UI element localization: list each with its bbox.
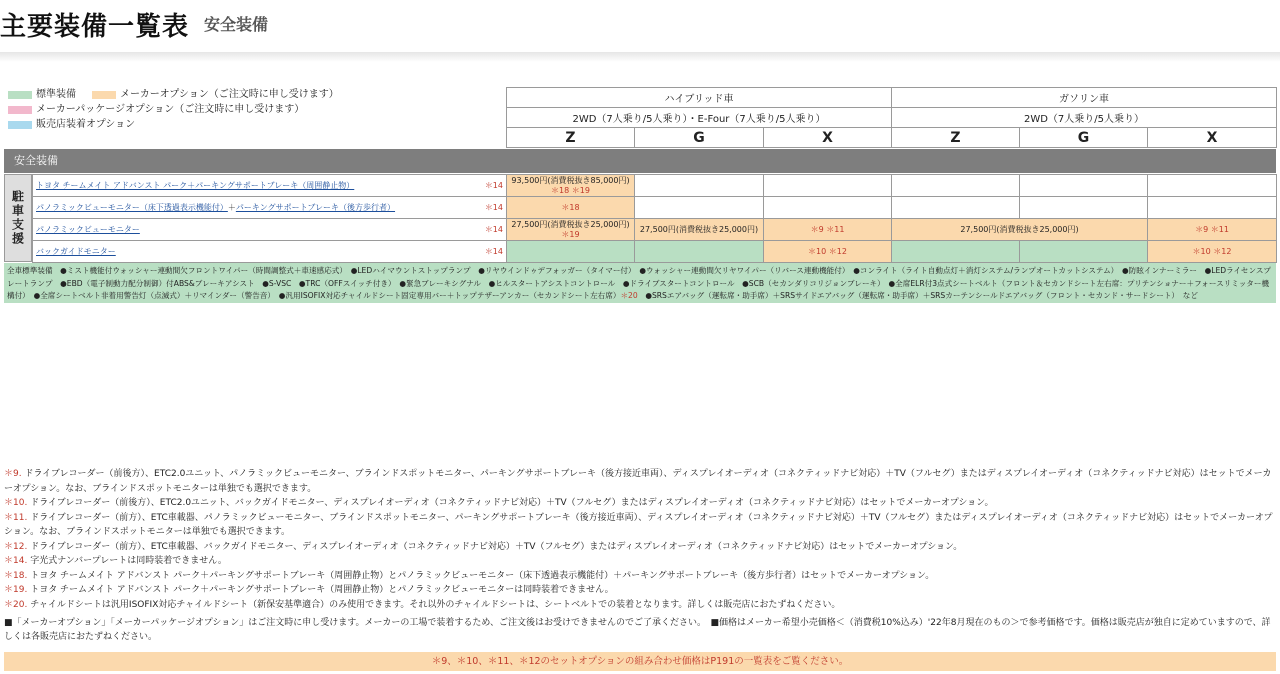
item-cell bbox=[33, 175, 507, 197]
item-cell: パノラミックビューモニター（床下透過表示機能付）＋パーキングサポートブレーキ（後方歩行者） ＊14 bbox=[33, 197, 507, 219]
option-notes: ＊18 ＊19 bbox=[551, 185, 590, 195]
item-cell bbox=[33, 241, 507, 263]
footnote bbox=[4, 554, 1278, 569]
footnote-mark: ＊18. bbox=[4, 570, 28, 581]
grade-gasoline-x: X bbox=[1148, 128, 1277, 148]
footnote-mark: ＊9. bbox=[4, 469, 22, 479]
footnote bbox=[4, 511, 1278, 540]
option-cell: ＊18 bbox=[507, 197, 635, 219]
color-legend bbox=[8, 87, 339, 132]
footnote-text: ドライブレコーダー（前後方）、ETC2.0ユニット、バックガイドモニター、ディスプレイオーディオ（コネクティッドナビ対応）＋TV（フルセグ）またはディスプレイオーディオ（コネクティッドナビ対応）はセットでメーカーオプション。 bbox=[27, 498, 994, 508]
option-notes: ＊19 bbox=[561, 229, 580, 239]
price-disclaimer: ■「メーカーオプション」「メーカーパッケージオプション」はご注文時に申し受けます。メーカーの工場で装着するため、ご注文後はお受けできませんのでご了承ください。 ■価格はメーカー希望小売価格＜（消費税10%込み）'22年8月現在のもの＞で参考価格です。価格は販売店が独自に定めていますので、詳しくは各販売店におたずねください。 bbox=[4, 618, 1271, 642]
footnote-mark: ＊14. bbox=[4, 556, 28, 566]
item-cell bbox=[33, 219, 507, 241]
option-cell bbox=[507, 175, 635, 197]
option-cell: ＊10 ＊12 bbox=[764, 241, 892, 263]
footnote-text: 字光式ナンバープレートは同時装着できません。 bbox=[27, 556, 227, 566]
table-row bbox=[33, 175, 1277, 197]
footnote bbox=[4, 540, 1278, 555]
footnote-text: トヨタ チームメイト アドバンスト パーク＋パーキングサポートブレーキ（周囲静止物）とパノラミックビューモニターは同時装着できません。 bbox=[27, 585, 614, 595]
item-link-panoramic-monitor[interactable]: パノラミックビューモニター bbox=[36, 224, 140, 234]
footnote-text: ドライブレコーダー（前方）、ETC車載器、パノラミックビューモニター、ブラインドスポットモニター、パーキングサポートブレーキ（後方接近車両）、ディスプレイオーディオ（コネクティッドナビ対応）＋TV（フルセグ）またはディスプレイオーディオ（コネクティッドナビ対応）はセットでメーカーオプション。なお、ブラインドスポットモニターは単独でも選択できます。 bbox=[4, 512, 1273, 537]
parking-support-label: 駐車支援 bbox=[4, 174, 32, 262]
hybrid-header: ハイブリッド車 bbox=[507, 88, 892, 108]
gasoline-drive-header: 2WD（7人乗り/5人乗り） bbox=[892, 108, 1277, 128]
item-link-parking-brake-pedestrian[interactable]: パーキングサポートブレーキ（後方歩行者） bbox=[235, 202, 396, 212]
footnote bbox=[4, 583, 1278, 598]
empty-cell bbox=[635, 175, 764, 197]
empty-cell bbox=[1148, 197, 1277, 219]
footnotes bbox=[4, 467, 1278, 612]
item-link-panoramic-underfloor[interactable]: パノラミックビューモニター（床下透過表示機能付） bbox=[36, 202, 228, 212]
header-divider bbox=[0, 52, 1280, 62]
empty-cell bbox=[764, 197, 892, 219]
note-14: ＊14 bbox=[484, 181, 503, 190]
section-title-bar: 安全装備 bbox=[4, 149, 1276, 173]
note-14: ＊14 bbox=[484, 203, 503, 212]
maker-package-swatch bbox=[8, 106, 32, 114]
gasoline-header: ガソリン車 bbox=[892, 88, 1277, 108]
standard-cell bbox=[892, 241, 1020, 263]
table-row bbox=[33, 219, 1277, 241]
footnote-mark: ＊19. bbox=[4, 585, 28, 595]
footnote-mark: ＊10. bbox=[4, 498, 28, 508]
price-text: 93,500円(消費税抜き85,000円) bbox=[511, 175, 630, 185]
price-text: 27,500円(消費税抜き25,000円) bbox=[511, 219, 630, 229]
table-row bbox=[33, 197, 1277, 219]
grade-gasoline-z: Z bbox=[892, 128, 1020, 148]
legend-standard: 標準装備 bbox=[36, 89, 76, 100]
footnote-text: ドライブレコーダー（前方）、ETC車載器、バックガイドモニター、ディスプレイオーディオ（コネクティッドナビ対応）＋TV（フルセグ）またはディスプレイオーディオ（コネクティッドナビ対応）はセットでメーカーオプション。 bbox=[27, 541, 963, 552]
empty-cell bbox=[892, 197, 1020, 219]
hybrid-drive-header: 2WD（7人乗り/5人乗り）・E-Four（7人乗り/5人乗り） bbox=[507, 108, 892, 128]
legend-maker-package-option: メーカーパッケージオプション（ご注文時に申し受けます） bbox=[36, 104, 305, 115]
footnote-mark: ＊11. bbox=[4, 512, 28, 523]
option-cell: ＊10 ＊12 bbox=[1148, 241, 1277, 263]
note-14: ＊14 bbox=[484, 225, 503, 234]
footnote bbox=[4, 496, 1278, 511]
grade-hybrid-g: G bbox=[635, 128, 764, 148]
all-standard-equipment bbox=[4, 263, 1276, 303]
grade-hybrid-z: Z bbox=[507, 128, 635, 148]
empty-cell bbox=[1020, 197, 1148, 219]
footnote bbox=[4, 467, 1278, 496]
legend-row-1 bbox=[8, 87, 339, 102]
item-link-back-guide-monitor[interactable]: バックガイドモニター bbox=[36, 246, 116, 256]
legend-row-3 bbox=[8, 117, 339, 132]
legend-maker-option: メーカーオプション（ご注文時に申し受けます） bbox=[120, 89, 339, 100]
footnote-text: チャイルドシートは汎用ISOFIX対応チャイルドシート（新保安基準適合）のみ使用できます。それ以外のチャイルドシートは、シートベルトでの装着となります。詳しくは販売店におたずねください。 bbox=[27, 599, 841, 610]
option-cell: ＊9 ＊11 bbox=[1148, 219, 1277, 241]
note-14: ＊14 bbox=[484, 247, 503, 256]
footnote-text: トヨタ チームメイト アドバンスト パーク＋パーキングサポートブレーキ（周囲静止物）とパノラミックビューモニター（床下透過表示機能付）＋パーキングサポートブレーキ（後方歩行者）はセットでメーカーオプション。 bbox=[27, 570, 935, 581]
empty-cell bbox=[1148, 175, 1277, 197]
footnote-text: ドライブレコーダー（前後方）、ETC2.0ユニット、パノラミックビューモニター、ブラインドスポットモニター、パーキングサポートブレーキ（後方接近車両）、ディスプレイオーディオ（コネクティッドナビ対応）＋TV（フルセグ）またはディスプレイオーディオ（コネクティッドナビ対応）はセットでメーカーオプション。なお、ブラインドスポットモニターは単独でも選択できます。 bbox=[4, 469, 1272, 494]
footnote bbox=[4, 598, 1278, 613]
all-standard-tail: ●SRSエアバッグ（運転席・助手席）＋SRSサイドエアバッグ（運転席・助手席）＋SRSカーテンシールドエアバッグ（フロント・セカンド・サードシート） など bbox=[637, 291, 1198, 300]
standard-cell bbox=[507, 241, 635, 263]
empty-cell bbox=[1020, 175, 1148, 197]
all-standard-note: ＊20 bbox=[620, 291, 638, 300]
grade-header-table bbox=[506, 87, 1277, 148]
maker-option-swatch bbox=[92, 91, 116, 99]
option-cell: 27,500円(消費税抜き25,000円) bbox=[892, 219, 1148, 241]
all-standard-text: 全車標準装備 ●ミスト機能付ウォッシャー連動間欠フロントワイパー（時間調整式＋車速感応式） ●LEDハイマウントストップランプ ●リヤウインドゥデフォッガー（タイマー付） ●ウォッシャー連動間欠リヤワイパー（リバース連動機能付） ●コンライト（ライト自動点灯＋消灯システム/ランプオートカットシステム） ●防眩インナーミラー ●LEDライセンスプレートランプ ●EBD（電子制動力配分制御）付ABS&ブレーキアシスト ●S-VSC ●TRC（OFFスイッチ付き） ●緊急ブレーキシグナル ●ヒルスタートアシストコントロール ●ドライブスタートコントロール ●SCB（セカンダリコリジョンブレーキ） ●全席ELR付3点式シートベルト（フロント＆セカンドシート左右席：プリテンショナー＋フォースリミッター機構付） ●全席シートベルト非着用警告灯（点滅式）＋リマインダー（警告音） ●汎用ISOFIX対応チャイルドシート固定専用バー＋トップテザーアンカー（セカンドシート左右席） bbox=[7, 266, 1272, 300]
page-title: 主要装備一覧表 bbox=[0, 12, 190, 42]
option-cell bbox=[507, 219, 635, 241]
standard-swatch bbox=[8, 91, 32, 99]
legend-row-2 bbox=[8, 102, 339, 117]
standard-cell bbox=[635, 241, 764, 263]
page-subtitle: 安全装備 bbox=[204, 15, 269, 34]
dealer-option-swatch bbox=[8, 121, 32, 129]
empty-cell bbox=[892, 175, 1020, 197]
equipment-table bbox=[32, 174, 1277, 263]
item-link-advanced-park[interactable]: トヨタ チームメイト アドバンスト パーク＋パーキングサポートブレーキ（周囲静止物） bbox=[36, 180, 355, 190]
table-row bbox=[33, 241, 1277, 263]
footnote-mark: ＊12. bbox=[4, 541, 28, 552]
empty-cell bbox=[764, 175, 892, 197]
grade-gasoline-g: G bbox=[1020, 128, 1148, 148]
page-header bbox=[0, 0, 1280, 56]
footnote-mark: ＊20. bbox=[4, 599, 28, 610]
legend-dealer-option: 販売店装着オプション bbox=[36, 119, 136, 130]
standard-cell bbox=[1020, 241, 1148, 263]
footnote bbox=[4, 569, 1278, 584]
option-cell: 27,500円(消費税抜き25,000円) bbox=[635, 219, 764, 241]
option-cell: ＊9 ＊11 bbox=[764, 219, 892, 241]
grade-hybrid-x: X bbox=[764, 128, 892, 148]
set-option-banner: ＊9、＊10、＊11、＊12のセットオプションの組み合わせ価格はP191の一覧表をご覧ください。 bbox=[4, 652, 1276, 671]
empty-cell bbox=[635, 197, 764, 219]
